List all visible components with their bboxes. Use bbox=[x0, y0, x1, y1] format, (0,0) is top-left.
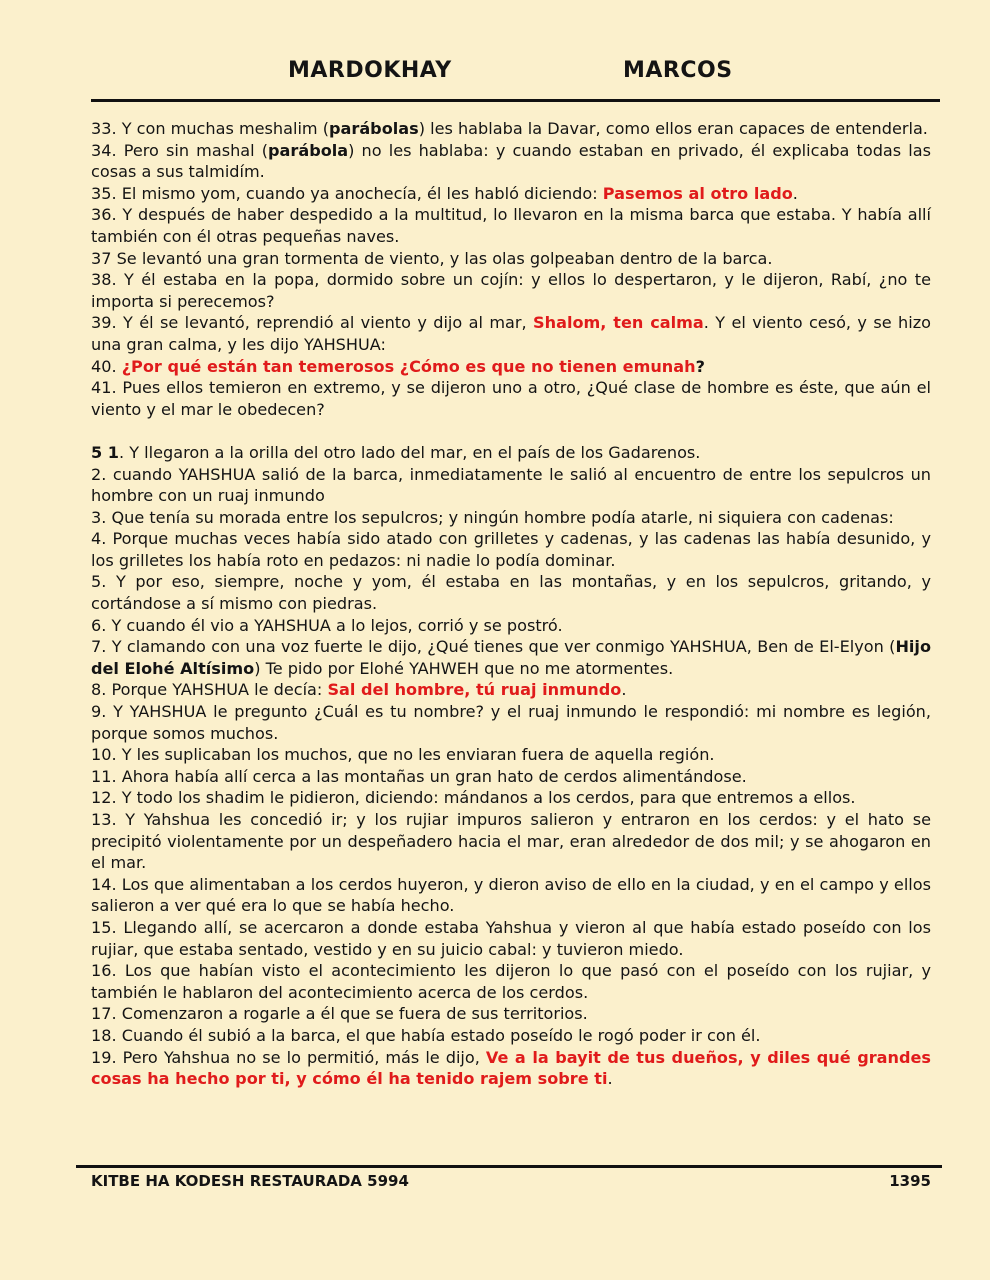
verse-4-34: 34. Pero sin mashal (parábola) no les hablaba: y cuando estaban en privado, él explicaba todas las cosas a sus talmidím. bbox=[91, 140, 931, 182]
verse-5-1: 5 1. Y llegaron a la orilla del otro lado del mar, en el país de los Gadarenos. bbox=[91, 442, 701, 462]
verse-4-40: 40. ¿Por qué están tan temerosos ¿Cómo es que no tienen emunah? bbox=[91, 356, 705, 376]
verse-5-8: 8. Porque YAHSHUA le decía: Sal del hombre, tú ruaj inmundo. bbox=[91, 680, 627, 700]
spoken-words: Shalom, ten calma bbox=[533, 313, 704, 333]
verse-4-39: 39. Y él se levantó, reprendió al viento y dijo al mar, Shalom, ten calma. Y el viento cesó, y se hizo una gran calma, y les dijo YAHSHUA: bbox=[91, 313, 931, 354]
verse-4-37: 37 Se levantó una gran tormenta de viento, y las olas golpeaban dentro de la barca. bbox=[91, 248, 773, 268]
scripture-text bbox=[91, 118, 931, 1090]
spoken-words: Pasemos al otro lado bbox=[602, 183, 793, 203]
verse-5-10: 10. Y les suplicaban los muchos, que no les enviaran fuera de aquella región. bbox=[91, 745, 715, 765]
verse-5-14: 14. Los que alimentaban a los cerdos huyeron, y dieron aviso de ello en la ciudad, y en el campo y ellos salieron a ver qué era lo que se había hecho. bbox=[91, 874, 931, 916]
verse-4-41: 41. Pues ellos temieron en extremo, y se dijeron uno a otro, ¿Qué clase de hombre es éste, que aún el viento y el mar le obedecen? bbox=[91, 378, 931, 419]
verse-5-7: 7. Y clamando con una voz fuerte le dijo, ¿Qué tienes que ver conmigo YAHSHUA, Ben de El-Elyon (Hijo del Elohé Altísimo) Te pido por Elohé YAHWEH que no me atormentes. bbox=[91, 637, 931, 678]
footer-rule bbox=[76, 1165, 942, 1168]
verse-4-33: 33. Y con muchas meshalim (parábolas) les hablaba la Davar, como ellos eran capaces de entenderla. bbox=[91, 119, 928, 138]
verse-5-3: 3. Que tenía su morada entre los sepulcros; y ningún hombre podía atarle, ni siquiera con cadenas: bbox=[91, 507, 894, 527]
spoken-words: ¿Por qué están tan temerosos ¿Cómo es que no tienen emunah bbox=[121, 356, 696, 376]
verse-5-11: 11. Ahora había allí cerca a las montañas un gran hato de cerdos alimentándose. bbox=[91, 766, 747, 786]
verse-5-9: 9. Y YAHSHUA le pregunto ¿Cuál es tu nombre? y el ruaj inmundo le respondió: mi nombre es legión, porque somos muchos. bbox=[91, 702, 931, 743]
verse-5-17: 17. Comenzaron a rogarle a él que se fuera de sus territorios. bbox=[91, 1004, 588, 1024]
verse-5-13: 13. Y Yahshua les concedió ir; y los rujiar impuros salieron y entraron en los cerdos: y el hato se precipitó violentamente por un despeñadero hacia el mar, eran alrededor de dos mil; y se ahogaron en el mar. bbox=[91, 810, 931, 873]
verse-5-18: 18. Cuando él subió a la barca, el que había estado poseído le rogó poder ir con él. bbox=[91, 1025, 761, 1045]
header-left-title: MARDOKHAY bbox=[288, 58, 452, 83]
verse-4-38: 38. Y él estaba en la popa, dormido sobre un cojín: y ellos lo despertaron, y le dijeron, Rabí, ¿no te importa si perecemos? bbox=[91, 270, 931, 311]
verse-5-12: 12. Y todo los shadim le pidieron, diciendo: mándanos a los cerdos, para que entremos a ellos. bbox=[91, 788, 856, 808]
verse-4-36: 36. Y después de haber despedido a la multitud, lo llevaron en la misma barca que estaba. Y había allí también con él otras pequeñas naves. bbox=[91, 205, 931, 246]
page-number: 1395 bbox=[889, 1172, 931, 1190]
verse-5-6: 6. Y cuando él vio a YAHSHUA a lo lejos, corrió y se postró. bbox=[91, 615, 563, 635]
header-right-title: MARCOS bbox=[623, 58, 733, 83]
page-header bbox=[0, 58, 990, 94]
header-rule bbox=[91, 99, 940, 102]
page-footer bbox=[91, 1172, 931, 1190]
chapter-gap bbox=[91, 420, 931, 442]
spoken-words: Ve a la bayit de tus dueños, y diles qué grandes cosas ha hecho por ti, y cómo él ha tenido rajem sobre ti bbox=[91, 1047, 931, 1089]
verse-4-35: 35. El mismo yom, cuando ya anochecía, él les habló diciendo: Pasemos al otro lado. bbox=[91, 183, 798, 203]
verse-5-5: 5. Y por eso, siempre, noche y yom, él estaba en las montañas, y en los sepulcros, gritando, y cortándose a sí mismo con piedras. bbox=[91, 572, 931, 614]
verse-5-4: 4. Porque muchas veces había sido atado con grilletes y cadenas, y las cadenas las había desunido, y los grilletes los había roto en pedazos: ni nadie lo podía dominar. bbox=[91, 529, 931, 570]
spoken-words: Sal del hombre, tú ruaj inmundo bbox=[327, 680, 622, 700]
chapter-number: 5 1 bbox=[91, 442, 119, 462]
footer-title: KITBE HA KODESH RESTAURADA 5994 bbox=[91, 1172, 409, 1190]
verse-5-15: 15. Llegando allí, se acercaron a donde estaba Yahshua y vieron al que había estado poseído con los rujiar, que estaba sentado, vestido y en su juicio cabal: y tuvieron miedo. bbox=[91, 917, 931, 959]
verse-5-2: 2. cuando YAHSHUA salió de la barca, inmediatamente le salió al encuentro de entre los sepulcros un hombre con un ruaj inmundo bbox=[91, 464, 931, 506]
verse-5-19: 19. Pero Yahshua no se lo permitió, más le dijo, Ve a la bayit de tus dueños, y diles qué grandes cosas ha hecho por ti, y cómo él ha tenido rajem sobre ti. bbox=[91, 1047, 931, 1089]
verse-5-16: 16. Los que habían visto el acontecimiento les dijeron lo que pasó con el poseído con los rujiar, y también le hablaron del acontecimiento acerca de los cerdos. bbox=[91, 961, 931, 1002]
